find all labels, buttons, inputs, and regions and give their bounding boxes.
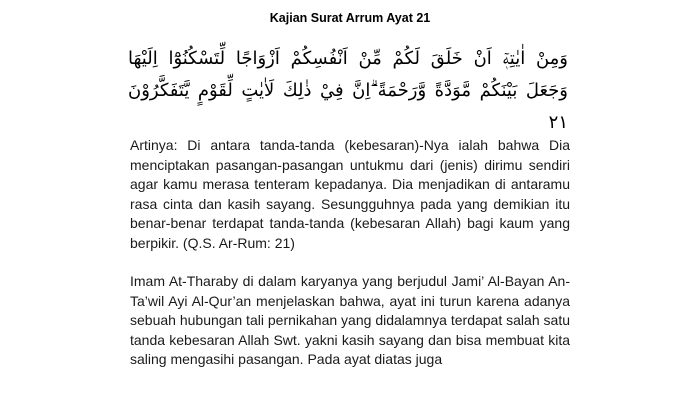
document-title: Kajian Surat Arrum Ayat 21 (269, 11, 431, 25)
commentary-paragraph: Imam At-Tharaby di dalam karyanya yang berjudul Jami’ Al-Bayan An-Ta’wil Ayi Al-Qur’an menjelaskan bahwa, ayat ini turun karena adanya sebuah hubungan tali pernikahan yang didalamnya terdapat salah satu tanda kebesaran Allah Swt. yakni kasih sayang dan bisa membuat kita saling mengasihi pasangan. Pada ayat diatas juga (130, 273, 570, 367)
translation-paragraph: Artinya: Di antara tanda-tanda (kebesaran)-Nya ialah bahwa Dia menciptakan pasangan-pasangan untukmu dari (jenis) dirimu sendiri agar kamu merasa tenteram kepadanya. Dia menjadikan di antaramu rasa cinta dan kasih sayang. Sesungguhnya pada yang demikian itu benar-benar terdapat tanda-tanda (kebesaran Allah) bagi kaum yang berpikir. (Q.S. Ar-Rum: 21) (130, 137, 570, 251)
quran-verse-arabic: وَمِنْ اٰيٰتِهٖٓ اَنْ خَلَقَ لَكُمْ مِّنْ اَنْفُسِكُمْ اَزْوَاجًا لِّتَسْكُنُوْٓا اِلَيْهَا وَجَعَلَ بَيْنَكُمْ مَّوَدَّةً وَّرَحْمَةً ۗاِنَّ فِيْ ذٰلِكَ لَاٰيٰتٍ لِّقَوْمٍ يَّتَفَكَّرُوْنَ ٢١ (128, 48, 568, 133)
